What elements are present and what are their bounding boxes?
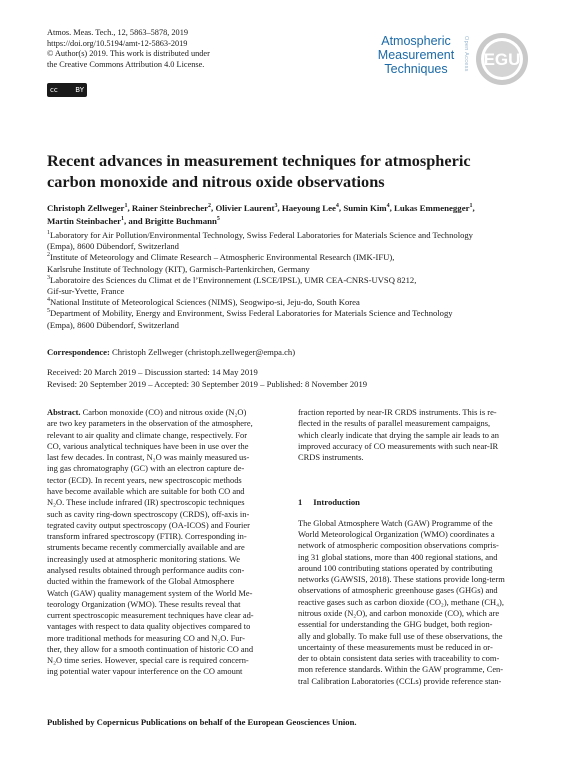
paper-title: Recent advances in measurement techniques for atmospheric carbon monoxide and nitrous oxide observations — [47, 151, 471, 191]
author-name: Sumin Kim — [343, 203, 387, 213]
affiliation-item: $^1$Laboratory for Air Pollution/Environmental Technology, Swiss Federal Laboratories for Materials Science and Technology (Empa), 8600 Dübendorf, Switzerland — [47, 230, 473, 252]
affiliation-item: $^4$National Institute of Meteorological Sciences (NIMS), Seogwipo-si, Jeju-do, South Korea — [47, 297, 360, 308]
by-icon: BY — [75, 86, 84, 94]
author-name: Lukas Emmenegger — [394, 203, 470, 213]
author-list: Christoph Zellweger$^1$, Rainer Steinbrecher$^2$, Olivier Laurent$^3$, Haeyoung Lee$^4$, Sumin Kim$^4$, Lukas Emmenegger$^1$, Martin Steinbacher$^1$, and Brigitte Buchmann$^5$ — [47, 203, 475, 226]
affiliation-item: $^3$Laboratoire des Sciences du Climat et de l’Environnement (LSCE/IPSL), UMR CEA-CNRS-UVSQ 8212, Gif-sur-Yvette, France — [47, 274, 417, 297]
abstract-label: Abstract. — [47, 407, 81, 417]
citation-line: the Creative Commons Attribution 4.0 License. — [47, 59, 205, 69]
doi-link[interactable]: https://doi.org/10.5194/amt-12-5863-2019 — [47, 38, 188, 48]
author-name: Brigitte Buchmann — [144, 216, 217, 226]
cc-icon: cc — [50, 86, 58, 94]
abstract-continuation: fraction reported by near-IR CRDS instruments. This is re- flected in the results of parallel measurement campaigns, which clearly indicate that drying the sample air leads to an improved accuracy of CO measurements with such near-IR CRDS instruments. — [298, 407, 500, 463]
egu-logo-text: EGU — [483, 50, 521, 69]
affiliation-item: $^2$Institute of Meteorology and Climate Research – Atmospheric Environmental Research (IMK-IFU), Karlsruhe Institute of Technology (KIT), Garmisch-Partenkirchen, Germany — [47, 252, 395, 274]
author-name: Haeyoung Lee — [281, 203, 336, 213]
publication-dates: Received: 20 March 2019 – Discussion started: 14 May 2019 Revised: 20 September 2019 – Accepted: 30 September 2019 – Published: 8 November 2019 — [47, 367, 368, 389]
open-access-label: Open Access — [463, 36, 469, 72]
egu-logo-icon — [474, 31, 530, 87]
journal-name: Atmospheric Measurement Techniques — [377, 34, 455, 76]
author-name: Olivier Laurent — [215, 203, 275, 213]
citation-block — [47, 28, 287, 70]
right-column — [298, 407, 529, 687]
abstract: Abstract. Carbon monoxide (CO) and nitrous oxide (N₂O) are two key parameters in the observation of the atmosphere, relevant to air quality and climate change, respectively. For CO, various analytical techniques have been in use over the last few decades. In contrast, N₂O was mainly measured us- ing gas chromatography (GC) with an electron capture de- tector (ECD). In recent years, new spectroscopic methods have become available which are suitable for both CO and N₂O. These include infrared (IR) spectroscopic techniques such as cavity ring-down spectroscopy (CRDS), off-axis in- tegrated cavity output spectroscopy (OA-ICOS) and Fourier transform infrared spectroscopy (FTIR). Corresponding in- struments became recently commercially available and are increasingly used at atmospheric monitoring stations. We analysed results obtained through performance audits con- ducted within the framework of the Global Atmosphere Watch (GAW) quality management system of the World Me- teorology Organization (WMO). These results reveal that current spectroscopic measurement techniques have clear ad- vantages with respect to data quality objectives compared to more traditional methods for measuring CO and N₂O. Fur- ther, they allow for a smooth continuation of historic CO and N₂O time series. However, special care is required concern- ing potential water vapour interference on the CO amount — [47, 407, 254, 677]
author-name: Christoph Zellweger — [47, 203, 125, 213]
cc-by-license-badge[interactable] — [47, 83, 87, 97]
affiliations — [47, 230, 547, 331]
affiliation-item: $^5$Department of Mobility, Energy and Environment, Swiss Federal Laboratories for Materials Science and Technology (Empa), 8600 Dübendorf, Switzerland — [47, 308, 453, 330]
publisher-footer: Published by Copernicus Publications on behalf of the European Geosciences Union. — [47, 717, 357, 727]
correspondence-email[interactable]: Christoph Zellweger (christoph.zellweger@empa.ch) — [112, 347, 296, 357]
citation-line: © Author(s) 2019. This work is distributed under — [47, 49, 210, 59]
author-name: Rainer Steinbrecher — [131, 203, 209, 213]
correspondence-label: Correspondence: — [47, 347, 110, 357]
introduction-body: The Global Atmosphere Watch (GAW) Programme of the World Meteorological Organization (WMO) coordinates a network of atmospheric composition observations compris- ing 31 global stations, more than 400 regional stations, and around 100 contributing stations operated by contributing networks (GAWSIS, 2018). These stations provide long-term observations of atmospheric greenhouse gases (GHGs) and reactive gases such as carbon dioxide (CO₂), methane (CH₄), nitrous oxide (N₂O), and carbon monoxide (CO), which are essential for understanding the GHG budget, both region- ally and globally. To make full use of these observations, the uncertainty of these measurements must be reduced in or- der to obtain consistent data series with traceability to com- mon reference standards. Within the GAW programme, Cen- tral Calibration Laboratories (CCLs) provide reference stan- — [298, 517, 505, 686]
citation-line: Atmos. Meas. Tech., 12, 5863–5878, 2019 — [47, 28, 188, 37]
author-name: Martin Steinbacher — [47, 216, 122, 226]
correspondence — [47, 347, 295, 357]
section-heading-introduction: 1 Introduction — [298, 497, 360, 508]
